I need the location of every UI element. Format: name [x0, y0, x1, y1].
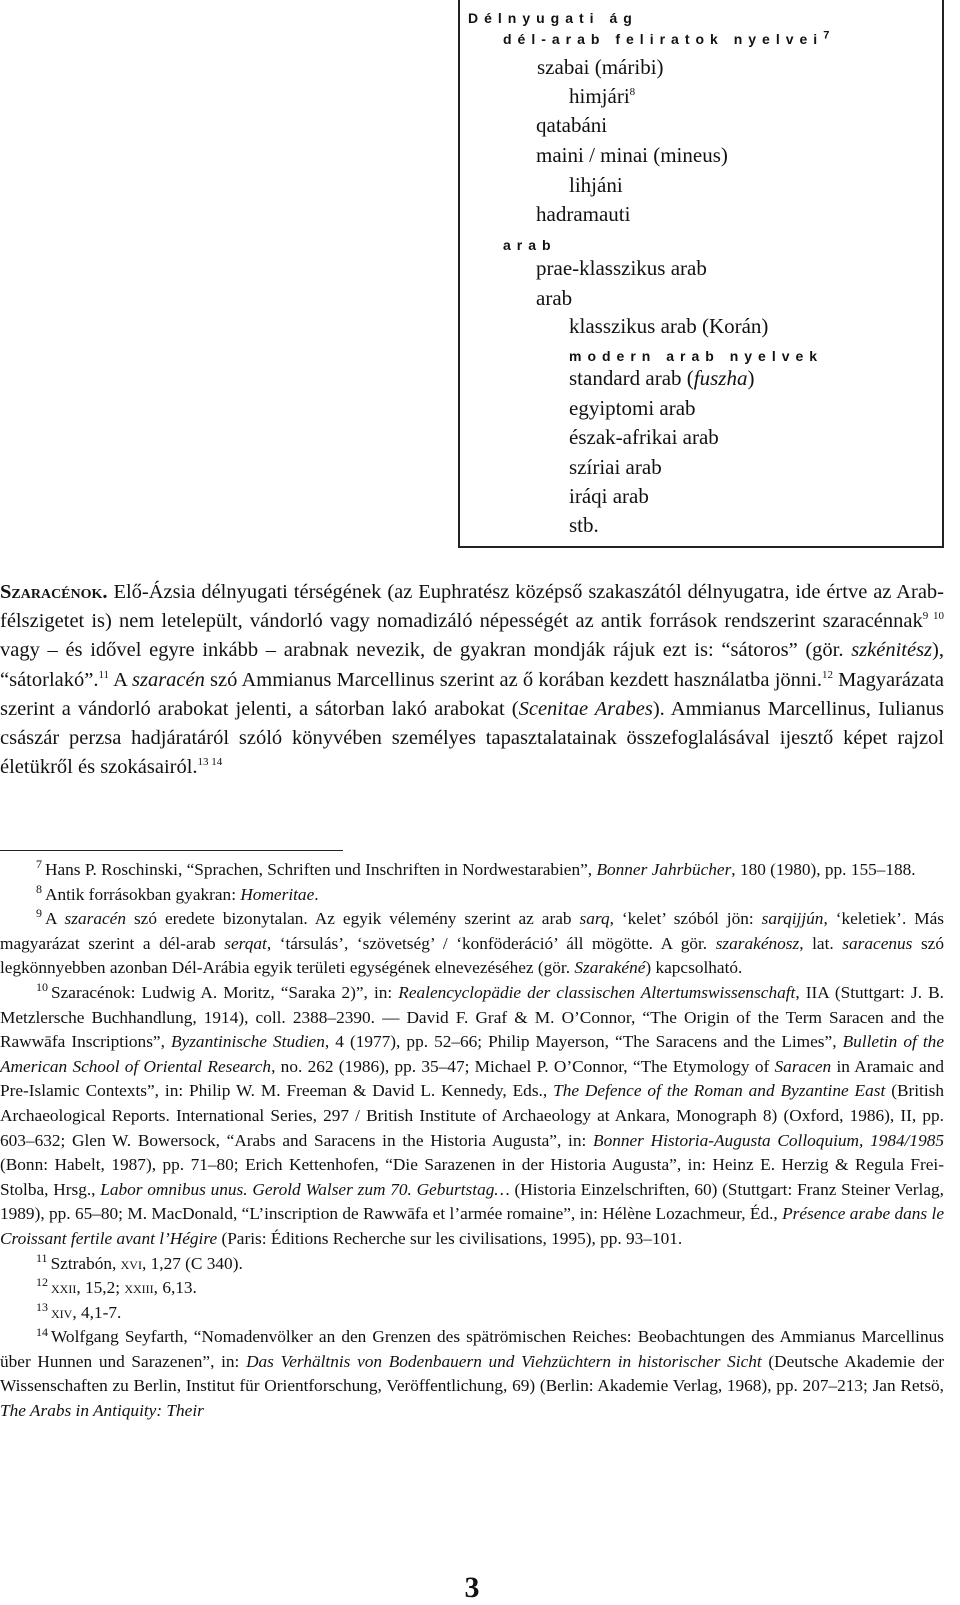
- footnotes: [0, 858, 944, 1424]
- tree-line: lihjáni: [569, 173, 623, 197]
- footnote-number: 7: [36, 857, 42, 872]
- footnote-text: Hans P. Roschinski, “Sprachen, Schriften und Inschriften in Nordwestarabien”, Bonner Jahrbücher, 180 (1980), pp. 155–188.: [45, 860, 916, 879]
- tree-line: iráqi arab: [569, 484, 649, 508]
- tree-line: klasszikus arab (Korán): [569, 314, 769, 338]
- footnote-text: xxii, 15,2; xxiii, 6,13.: [51, 1278, 197, 1298]
- footnote-number: 11: [36, 1250, 48, 1265]
- tree-line: qatabáni: [536, 113, 608, 137]
- tree-line: modern arab nyelvek: [569, 348, 824, 364]
- footnote-7: [0, 858, 944, 883]
- footnote-ref: 8: [629, 86, 636, 98]
- footnote-text: Antik forrásokban gyakran: Homeritae.: [45, 884, 319, 904]
- tree-line: arab: [503, 237, 557, 253]
- footnote-separator: [0, 850, 343, 851]
- tree-line: standard arab (fuszha): [569, 366, 755, 390]
- footnote-text: Szaracénok: Ludwig A. Moritz, “Saraka 2)”, in: Realencyclopädie der classischen Altertumswissenschaft, IIA (Stuttgart: J. B. Metzlersche Buchhandlung, 1914), coll. 2388–2390. — David F. Graf & M. O’Connor, “The Origin of the Term Saracen and the Rawwāfa Inscriptions”, Byzantinische Studien, 4 (1977), pp. 52–66; Philip Mayerson, “The Saracens and the Limes”, Bulletin of the American School of Oriental Research, no. 262 (1986), pp. 35–47; Michael P. O’Connor, “The Etymology of Saracen in Aramaic and Pre-Islamic Contexts”, in: Philip W. M. Freeman & David L. Kennedy, Eds., The Defence of the Roman and Byzantine East (British Archaeological Reports. International Series, 297 / British Institute of Archaeology at Ankara, Monograph 8) (Oxford, 1986), II, pp. 603–632; Glen W. Bowersock, “Arabs and Saracens in the Historia Augusta”, in: Bonner Historia-Augusta Colloquium, 1984/1985 (Bonn: Habelt, 1987), pp. 71–80; Erich Kettenhofen, “Die Sarazenen in der Historia Augusta”, in: Heinz E. Herzig & Regula Frei-Stolba, Hrsg., Labor omnibus unus. Gerold Walser zum 70. Geburtstag… (Historia Einzelschriften, 60) (Stuttgart: Franz Steiner Verlag, 1989), pp. 65–80; M. MacDonald, “L’inscription de Rawwāfa et l’armée romaine”, in: Hélène Lozachmeur, Éd., Présence arabe dans le Croissant fertile avant l’Hégire (Paris: Éditions Recherche sur les civilisations, 1995), pp. 93–101.: [0, 982, 945, 1248]
- footnote-9: [0, 907, 944, 981]
- footnote-8: [0, 883, 944, 908]
- footnote-12: [0, 1276, 944, 1301]
- footnote-text: A szaracén szó eredete bizonytalan. Az egyik vélemény szerint az arab sarq, ‘kelet’ szóból jön: sarqijjún, ‘keletiek’. Más magyarázat szerint a dél-arab serqat, ‘társulás’, ‘szövetség’ / ‘konföderáció’ áll mögötte. A gör. szarakénosz, lat. saracenus szó legkönnyebben azonban Dél-Arábia egyik területi egységének elnevezéséhez (gör. Szarakéné) kapcsolható.: [0, 909, 944, 978]
- footnote-text: xiv, 4,1-7.: [51, 1302, 122, 1322]
- tree-line: himjári$^8$: [569, 84, 636, 108]
- footnote-number: 13: [36, 1299, 48, 1314]
- tree-line: Délnyugati ág: [468, 10, 638, 26]
- tree-line: dél-arab feliratok nyelvei$^7$: [503, 29, 836, 47]
- footnote-ref: 7: [823, 29, 836, 42]
- page-number: 3: [464, 1571, 480, 1604]
- footnote-11: [0, 1252, 944, 1277]
- tree-line: arab: [536, 286, 573, 310]
- tree-line: szabai (máribi): [537, 55, 664, 79]
- tree-line: prae-klasszikus arab: [536, 256, 707, 280]
- tree-line: maini / minai (mineus): [536, 143, 728, 167]
- footnote-number: 9: [36, 906, 42, 921]
- main-paragraph: Szaracénok. Elő-Ázsia délnyugati térségének (az Euphratész középső szakaszától délnyugatra, ide értve az Arab-félszigetet is) nem letelepült, vándorló vagy nomadizáló népességét az antik források rendszerint szaracénnak$^{9 10}$ vagy – és idővel egyre inkább – arabnak nevezik, de gyakran mondják rájuk ezt is: “sátoros” (gör. szkénitész), “sátorlakó”.$^{11}$ A szaracén szó Ammianus Marcellinus szerint az ő korában kezdett használatba jönni.$^{12}$ Magyarázata szerint a vándorló arabokat jelenti, a sátorban lakó arabokat (Scenitae Arabes). Ammianus Marcellinus, Iulianus császár perzsa hadjáratáról szóló könyvében személyes tapasztalatainak összefoglalásával ijesztő képet rajzol életükről és szokásairól.$^{13 14}$: [0, 581, 945, 779]
- footnote-number: 14: [36, 1324, 48, 1339]
- footnote-14: [0, 1325, 944, 1423]
- footnote-number: 10: [36, 980, 48, 995]
- footnote-10: [0, 981, 944, 1252]
- footnote-number: 12: [36, 1275, 48, 1290]
- tree-line: stb.: [569, 513, 599, 537]
- footnote-number: 8: [36, 881, 42, 896]
- tree-line: hadramauti: [536, 202, 631, 226]
- tree-line: egyiptomi arab: [569, 396, 696, 420]
- footnote-text: Wolfgang Seyfarth, “Nomadenvölker an den Grenzen des spätrömischen Reiches: Beobachtungen des Ammianus Marcellinus über Hunnen und Sarazenen”, in: Das Verhältnis von Bodenbauern und Viehzüchtern in historischer Sicht (Deutsche Akademie der Wissenschaften zu Berlin, Institut für Orientforschung, Veröffentlichung, 69) (Berlin: Akademie Verlag, 1968), pp. 207–213; Jan Retsö, The Arabs in Antiquity: Their: [0, 1327, 944, 1421]
- tree-line: szíriai arab: [569, 455, 662, 479]
- footnote-text: Sztrabón, xvi, 1,27 (C 340).: [50, 1253, 243, 1273]
- tree-line: észak-afrikai arab: [569, 425, 719, 449]
- footnote-13: [0, 1301, 944, 1326]
